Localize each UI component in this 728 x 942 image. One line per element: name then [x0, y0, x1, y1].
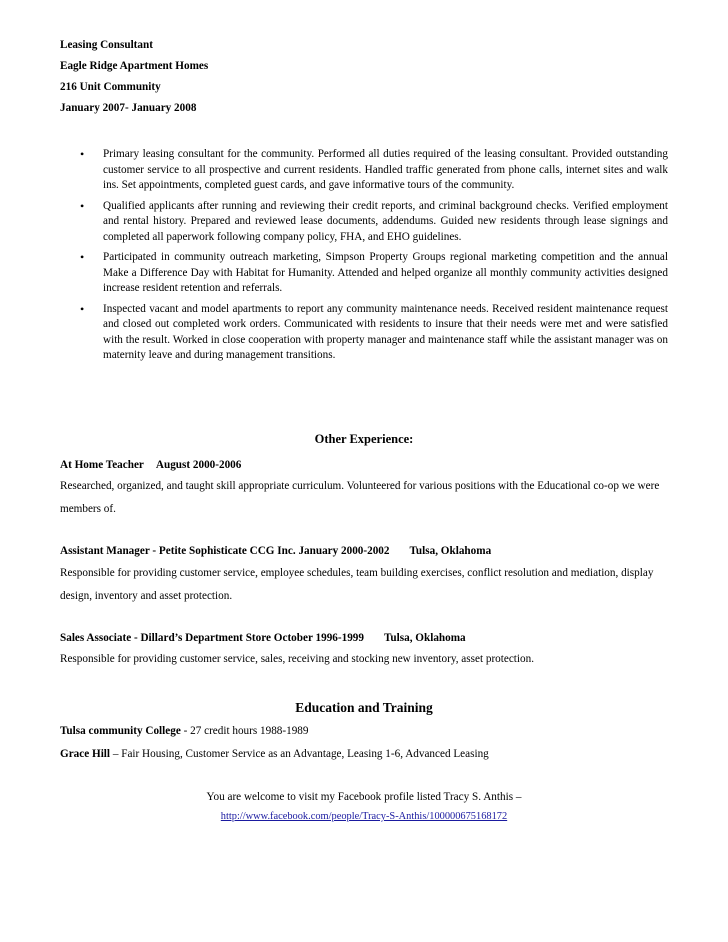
other-experience-heading: Other Experience:: [314, 432, 414, 446]
duty-item: • Primary leasing consultant for the community. Performed all duties required of the leasing consultant. Provided outstanding customer service to all prospective and current residents. Handled traffic generated from phone calls, internet sites and walk ins. Set appointments, completed guest cards, and gave informative tours of the community.: [80, 147, 668, 191]
experience-entry-description: Responsible for providing customer service, employee schedules, team building exercises, conflict resolution and mediation, display design, inventory and asset protection.: [60, 567, 654, 602]
bullet-icon: •: [80, 147, 85, 161]
experience-entry-title: Assistant Manager - Petite Sophisticate CCG Inc. January 2000-2002 Tulsa, Oklahoma: [60, 545, 492, 557]
job-title: Leasing Consultant: [60, 39, 153, 51]
facebook-profile-link[interactable]: http://www.facebook.com/people/Tracy-S-Anthis/100000675168172: [220, 811, 508, 822]
duty-item: • Qualified applicants after running and reviewing their credit reports, and criminal background checks. Verified employment and rental history. Prepared and reviewed lease documents, addendums. Guided new residents through lease signings and completed all paperwork following company policy, FHA, and EHO guidelines.: [80, 198, 668, 243]
education-item: Grace Hill – Fair Housing, Customer Service as an Advantage, Leasing 1-6, Advanced Leasing: [60, 748, 489, 760]
experience-entry-title: Sales Associate - Dillard’s Department Store October 1996-1999 Tulsa, Oklahoma: [60, 632, 466, 644]
education-item: Tulsa community College - 27 credit hours 1988-1989: [60, 725, 309, 737]
footer-text: You are welcome to visit my Facebook profile listed Tracy S. Anthis –: [206, 791, 522, 803]
experience-entry-title: At Home Teacher August 2000-2006: [60, 459, 242, 471]
duty-item: • Inspected vacant and model apartments to report any community maintenance needs. Received resident maintenance request and closed out completed work orders. Communicated with residents to insure that their needs were met and were satisfied with the result. Worked in close cooperation with property manager and maintenance staff while the assistant manager was on maternity leave and during management transitions.: [80, 301, 668, 361]
company-name: Eagle Ridge Apartment Homes: [60, 60, 209, 72]
bullet-icon: •: [80, 198, 85, 213]
experience-entry-description: Responsible for providing customer service, sales, receiving and stocking new inventory, asset protection.: [60, 653, 534, 665]
footer-link-row: [0, 810, 728, 822]
job-dates: January 2007- January 2008: [60, 102, 197, 114]
duty-item: • Participated in community outreach marketing, Simpson Property Groups regional marketing competition and the annual Make a Difference Day with Habitat for Humanity. Attended and helped organize all monthly community activities designed increase resident retention and referrals.: [80, 250, 668, 294]
duties-list: [60, 147, 668, 369]
bullet-icon: •: [80, 301, 85, 316]
bullet-icon: •: [80, 250, 85, 264]
community-size: 216 Unit Community: [60, 81, 161, 93]
education-heading: Education and Training: [295, 700, 433, 715]
experience-entry-description: Researched, organized, and taught skill appropriate curriculum. Volunteered for various positions with the Educational co-op we were members of.: [60, 480, 660, 515]
